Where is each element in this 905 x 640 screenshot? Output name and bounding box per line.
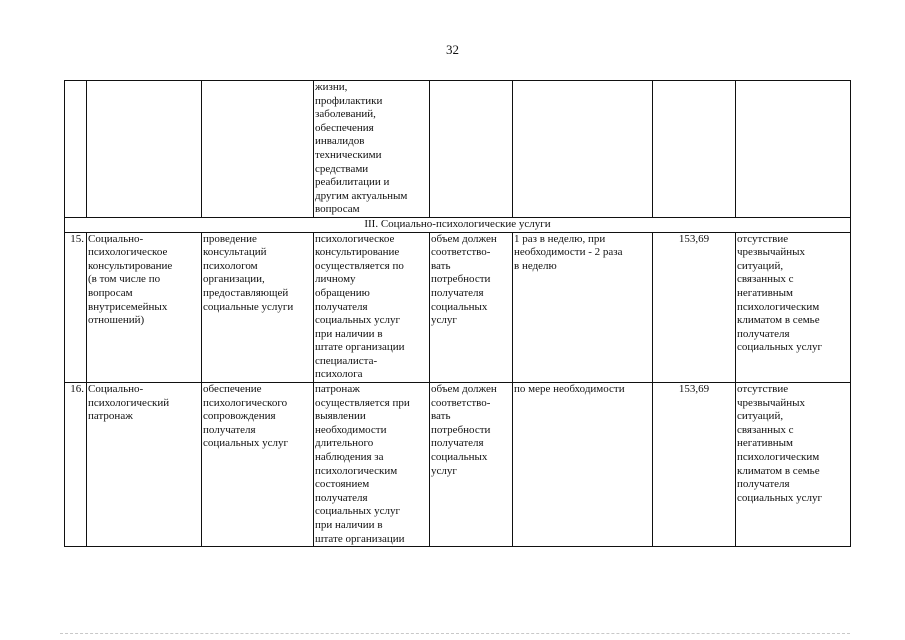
cell-line: психологом	[203, 259, 258, 272]
cell-line: 1 раз в неделю, при	[514, 232, 606, 245]
table-row	[65, 232, 851, 383]
cell-line: получателя	[737, 478, 790, 491]
cell-line: чрезвычайных	[737, 396, 806, 409]
cell-line: заболеваний,	[315, 108, 376, 121]
cell-line: жизни,	[315, 81, 348, 93]
cell-line: получателя	[203, 423, 256, 436]
cell-line: инвалидов	[315, 135, 365, 148]
cell-line: социальных услуг	[315, 505, 401, 518]
cell-volume	[430, 81, 513, 218]
cell-line: отношений)	[88, 314, 145, 327]
cell-line: в неделю	[514, 259, 557, 272]
cell-line: обращению	[315, 286, 370, 299]
cell-line: соответство-	[431, 246, 491, 259]
cell-quality	[736, 383, 851, 547]
cell-line: климатом в семье	[737, 314, 820, 327]
cell-line: наблюдения за	[315, 451, 384, 464]
cell-line: консультаций	[203, 246, 267, 259]
cell-line: потребности	[431, 423, 491, 436]
cell-line: обеспечение	[203, 383, 262, 396]
cell-line: консультирование	[315, 246, 400, 259]
page-bottom-divider	[60, 633, 850, 634]
cell-volume	[430, 232, 513, 383]
cell-line: негативным	[737, 437, 794, 450]
cell-line: вопросам	[88, 286, 133, 299]
cell-tariff: 153,69	[653, 383, 736, 547]
table-row-continued	[65, 81, 851, 218]
cell-num: 15.	[65, 232, 87, 383]
cell-line: социальных	[431, 451, 488, 464]
cell-line: сопровождения	[203, 410, 276, 423]
section-header-row	[65, 217, 851, 232]
cell-line: организации,	[203, 273, 265, 286]
cell-line: реабилитации и	[315, 176, 390, 189]
page-number: 32	[446, 42, 459, 57]
cell-line: средствами	[315, 162, 369, 175]
cell-line: специалиста-	[315, 354, 378, 367]
cell-line: вать	[431, 410, 451, 423]
cell-line: получателя	[431, 286, 484, 299]
cell-line: психологического	[203, 396, 288, 409]
cell-line: социальных услуг	[315, 314, 401, 327]
cell-line: получателя	[737, 327, 790, 340]
cell-line: ситуаций,	[737, 259, 784, 272]
cell-line: вопросам	[315, 203, 360, 216]
cell-num: 16.	[65, 383, 87, 547]
cell-line: отсутствие	[737, 232, 789, 245]
cell-quality	[736, 232, 851, 383]
cell-procedure	[314, 232, 430, 383]
cell-periodicity	[513, 383, 653, 547]
cell-line: психологический	[88, 396, 170, 409]
cell-tariff: 153,69	[653, 232, 736, 383]
cell-line: по мере необходимости	[514, 383, 625, 396]
table-row	[65, 383, 851, 547]
cell-line: вать	[431, 259, 451, 272]
cell-line: необходимости	[315, 423, 387, 436]
cell-line: услуг	[431, 464, 457, 477]
cell-line: профилактики	[315, 94, 383, 107]
cell-line: климатом в семье	[737, 464, 820, 477]
cell-line: ситуаций,	[737, 410, 784, 423]
cell-line: психологическим	[315, 464, 398, 477]
section-header: III. Социально-психологические услуги	[65, 217, 851, 232]
cell-line: психолога	[315, 368, 363, 381]
cell-name	[87, 81, 202, 218]
cell-line: отсутствие	[737, 383, 789, 396]
cell-line: осуществляется при	[315, 396, 410, 409]
cell-line: социальных	[431, 300, 488, 313]
cell-periodicity	[513, 232, 653, 383]
cell-line: соответство-	[431, 396, 491, 409]
cell-line: социальные услуги	[203, 300, 294, 313]
cell-content	[202, 232, 314, 383]
cell-line: предоставляющей	[203, 286, 289, 299]
cell-line: другим актуальным	[315, 189, 408, 202]
cell-line: получателя	[315, 491, 368, 504]
cell-procedure	[314, 383, 430, 547]
cell-periodicity	[513, 81, 653, 218]
cell-line: объем должен	[431, 383, 497, 396]
cell-line: психологическое	[315, 232, 395, 245]
cell-line: социальных услуг	[737, 341, 823, 354]
cell-line: патронаж	[88, 410, 133, 423]
cell-num	[65, 81, 87, 218]
cell-line: техническими	[315, 148, 382, 161]
cell-line: социальных услуг	[203, 437, 289, 450]
cell-name	[87, 232, 202, 383]
cell-line: психологическое	[88, 246, 168, 259]
cell-line: получателя	[315, 300, 368, 313]
cell-name	[87, 383, 202, 547]
cell-line: услуг	[431, 314, 457, 327]
cell-line: штате организации	[315, 532, 405, 545]
cell-line: Социально-	[88, 383, 144, 396]
cell-line: объем должен	[431, 232, 497, 245]
cell-content	[202, 81, 314, 218]
cell-line: консультирование	[88, 259, 173, 272]
cell-procedure	[314, 81, 430, 218]
cell-line: патронаж	[315, 383, 360, 396]
cell-line: связанных с	[737, 273, 794, 286]
cell-line: Социально-	[88, 232, 144, 245]
cell-line: негативным	[737, 286, 794, 299]
cell-line: длительного	[315, 437, 374, 450]
cell-line: при наличии в	[315, 519, 383, 531]
cell-line: проведение	[203, 232, 257, 245]
cell-line: потребности	[431, 273, 491, 286]
cell-line: при наличии в	[315, 327, 383, 340]
cell-line: получателя	[431, 437, 484, 450]
cell-quality	[736, 81, 851, 218]
cell-line: состоянием	[315, 478, 370, 491]
cell-line: чрезвычайных	[737, 246, 806, 259]
cell-line: социальных услуг	[737, 491, 823, 504]
cell-line: психологическим	[737, 451, 820, 464]
cell-line: (в том числе по	[88, 273, 161, 286]
cell-line: необходимости - 2 раза	[514, 246, 623, 259]
cell-line: связанных с	[737, 423, 794, 436]
cell-tariff	[653, 81, 736, 218]
cell-line: личному	[315, 273, 356, 286]
cell-line: осуществляется по	[315, 259, 404, 272]
cell-line: внутрисемейных	[88, 300, 168, 313]
cell-volume	[430, 383, 513, 547]
cell-content	[202, 383, 314, 547]
services-table	[64, 80, 851, 547]
cell-line: обеспечения	[315, 121, 374, 134]
cell-line: психологическим	[737, 300, 820, 313]
cell-line: выявлении	[315, 410, 366, 423]
cell-line: штате организации	[315, 341, 405, 354]
